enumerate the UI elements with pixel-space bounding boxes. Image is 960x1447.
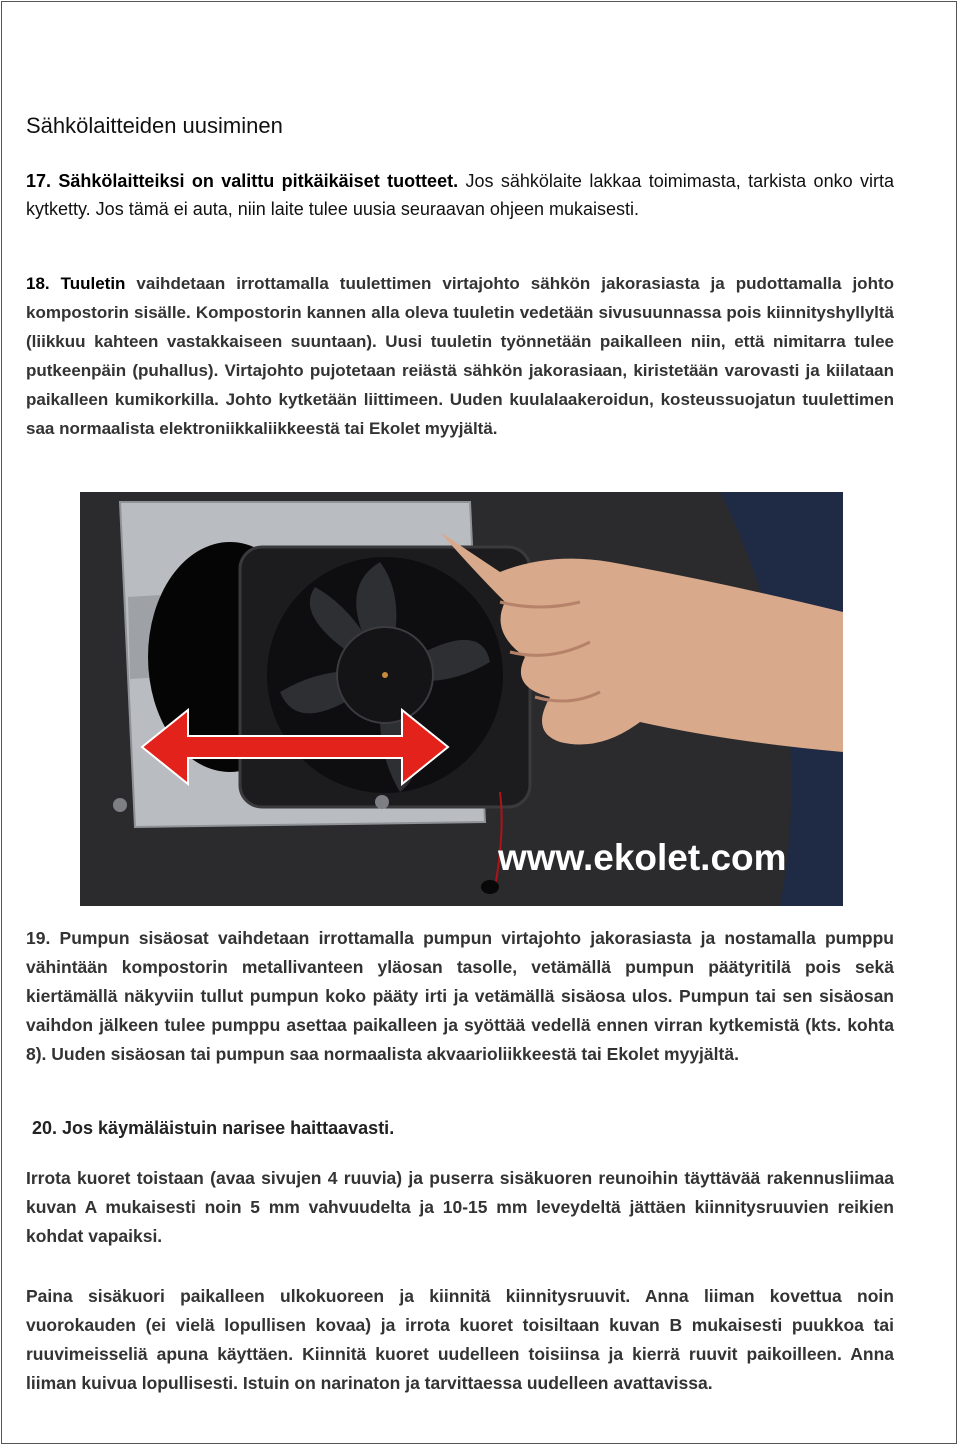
plate-screw-right (375, 795, 389, 809)
page-title: Sähkölaitteiden uusiminen (26, 113, 283, 138)
section-20-heading: 20. Jos käymäläistuin narisee haittaavasti. (32, 1118, 395, 1138)
section-20-paragraph-1: Irrota kuoret toistaan (avaa sivujen 4 ruuvia) ja puserra sisäkuoren reunoihin täyttävää rakennusliimaa kuvan A mukaisesti noin 5 mm vahvuudelta ja 10-15 mm leveydeltä jättäen kiinnitysruuvien reikien kohdat vapaiksi. (26, 1168, 894, 1246)
section-20-paragraph-2: Paina sisäkuori paikalleen ulkokuoreen ja kiinnitä kiinnitysruuvit. Anna liiman kovettua noin vuorokauden (ei vielä lopullisen kovaa) ja irrota kuoret toisiltaan kuvan B mukaisesti puukkoa tai ruuvimeisseliä apuna käyttäen. Kiinnitä kuoret uudelleen toisiinsa ja kierrä ruuvit paikoilleen. Anna liiman kuivua lopullisesti. Istuin on narinaton ja tarvittaessa uudelleen avattavissa. (26, 1286, 894, 1393)
section-18-paragraph (26, 269, 894, 443)
wire-hole (481, 880, 499, 894)
section-18-body: vaihdetaan irrottamalla tuulettimen virtajohto sähkön jakorasiasta ja pudottamalla johto kompostorin sisälle. Kompostorin kannen alla oleva tuuletin vedetään sivusuunnassa pois kiinnityshyllyltä (liikkuu kahteen vastakkaiseen suuntaan). Uusi tuuletin työnnetään paikalleen niin, että nimitarra tulee putkeenpäin (puhallus). Virtajohto pujotetaan reiästä sähkön jakorasiaan, kiristetään varovasti ja kiilataan paikalleen kumikorkilla. Johto kytketään liittimeen. Uuden kuulalaakeroidun, kosteussuojatun tuulettimen saa normaalista elektroniikkaliikkeestä tai Ekolet myyjältä. (26, 274, 894, 438)
section-17-paragraph (26, 168, 894, 223)
section-18-lead: 18. Tuuletin (26, 274, 126, 293)
section-17-body: Jos sähkölaite lakkaa toimimasta, tarkista onko virta kytketty. Jos tämä ei auta, niin laite tulee uusia seuraavan ohjeen mukaisesti. (26, 171, 894, 219)
section-19-paragraph: 19. Pumpun sisäosat vaihdetaan irrottamalla pumpun virtajohto jakorasiasta ja nostamalla pumppu vähintään kompostorin metallivanteen yläosan tasolle, vetämällä pumpun päätyritilä pois sekä kiertämällä näkyviin tullut pumpun koko pääty irti ja vetämällä sisäosa ulos. Pumpun tai sen sisäosan vaihdon jälkeen tulee pumppu asettaa paikalleen ja syöttää vedellä ennen virran kytkemistä (kts. kohta 8). Uuden sisäosan tai pumpun saa normaalista akvaarioliikkeestä tai Ekolet myyjältä. (26, 928, 894, 1064)
fan-hub-center (382, 672, 388, 678)
fan-replacement-photo (80, 492, 843, 906)
section-17-lead: 17. Sähkölaitteiksi on valittu pitkäikäiset tuotteet. (26, 171, 459, 191)
plate-screw-left (113, 798, 127, 812)
watermark-url: www.ekolet.com (498, 837, 787, 878)
